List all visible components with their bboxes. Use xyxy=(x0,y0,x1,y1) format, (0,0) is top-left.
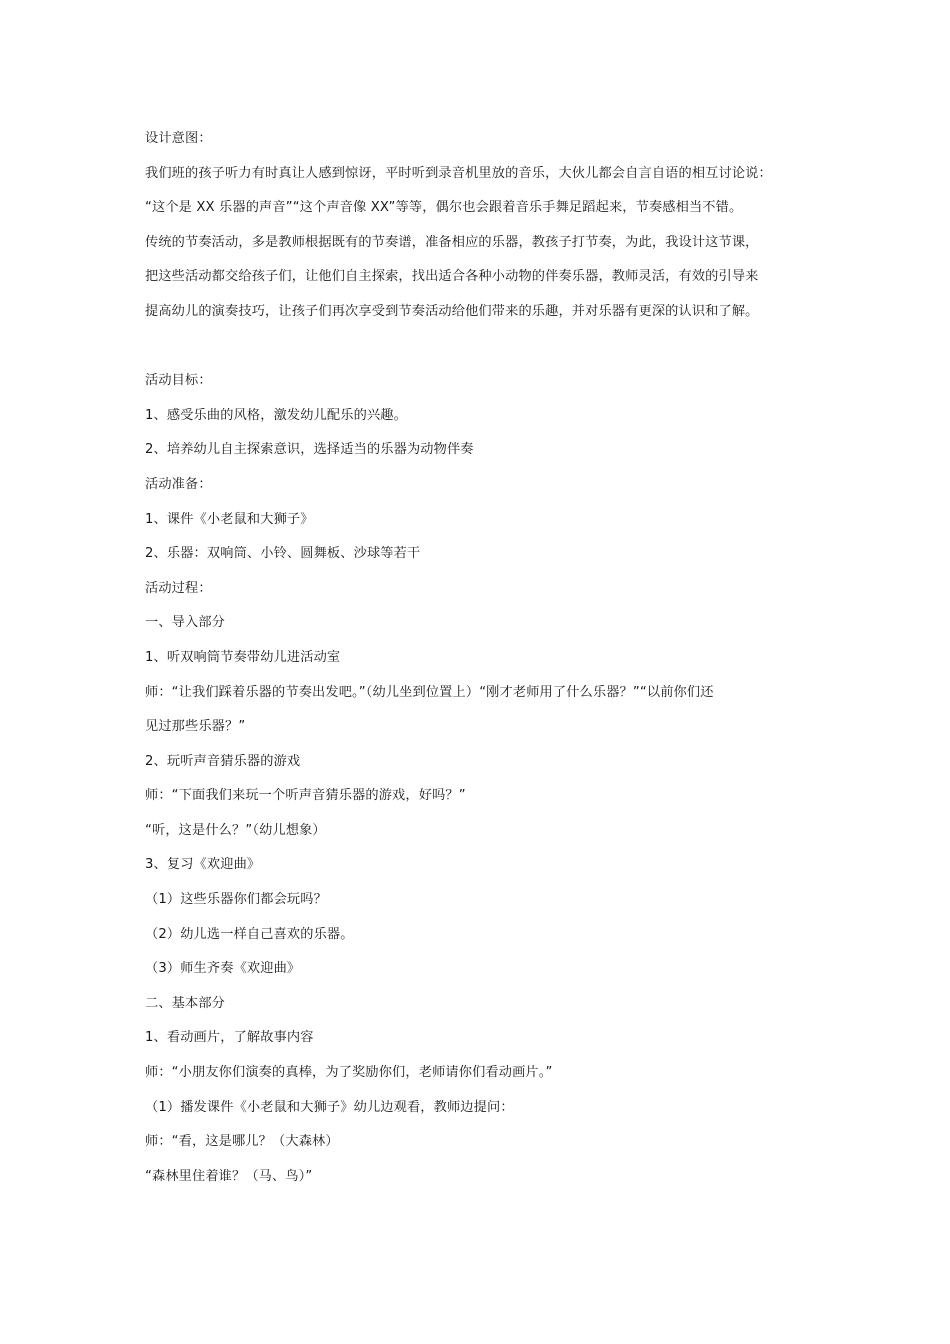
process-line: “森林里住着谁？（马、鸟）” xyxy=(145,1168,313,1184)
process-line: 师：“看，这是哪儿？（大森林） xyxy=(145,1134,339,1150)
process-line: （1）这些乐器你们都会玩吗？ xyxy=(145,892,327,908)
process-line: 2、玩听声音猜乐器的游戏 xyxy=(145,753,301,769)
process-line: “听，这是什么？”（幼儿想象） xyxy=(145,822,326,838)
process-line: 师：“让我们踩着乐器的节奏出发吧。”（幼儿坐到位置上）“刚才老师用了什么乐器？”“以前你们还 xyxy=(145,684,714,700)
design-intent-line: 我们班的孩子听力有时真让人感到惊讶，平时听到录音机里放的音乐，大伙儿都会自言自语的相互讨论说： xyxy=(145,165,772,181)
design-intent-line: 把这些活动都交给孩子们，让他们自主探索，找出适合各种小动物的伴奏乐器，教师灵活，有效的引导来 xyxy=(145,269,759,285)
process-line: 1、看动画片，了解故事内容 xyxy=(145,1030,314,1046)
process-line: 师：“下面我们来玩一个听声音猜乐器的游戏，好吗？” xyxy=(145,788,466,804)
process-line: （2）幼儿选一样自己喜欢的乐器。 xyxy=(145,926,354,942)
process-line: 3、复习《欢迎曲》 xyxy=(145,857,261,873)
goals-heading: 活动目标： xyxy=(145,373,212,389)
design-intent-heading: 设计意图： xyxy=(145,131,212,146)
process-heading: 活动过程： xyxy=(145,580,212,596)
goal-item: 1、感受乐曲的风格，激发幼儿配乐的兴趣。 xyxy=(145,407,407,423)
process-line: 1、听双响筒节奏带幼儿进活动室 xyxy=(145,649,341,665)
process-line: 见过那些乐器？” xyxy=(145,719,246,735)
process-line: 一、导入部分 xyxy=(145,615,226,631)
design-intent-line: 提高幼儿的演奏技巧，让孩子们再次享受到节奏活动给他们带来的乐趣，并对乐器有更深的认识和了解。 xyxy=(145,303,759,319)
process-line: （1）播发课件《小老鼠和大狮子》幼儿边观看，教师边提问： xyxy=(145,1099,514,1115)
process-line: （3）师生齐奏《欢迎曲》 xyxy=(145,961,301,977)
design-intent-line: “这个是 XX 乐器的声音”“这个声音像 XX”等等，偶尔也会跟着音乐手舞足蹈起来，节奏感相当不错。 xyxy=(145,200,743,216)
document-body xyxy=(145,122,815,1194)
preparation-item: 2、乐器：双响筒、小铃、圆舞板、沙球等若干 xyxy=(145,546,421,562)
goal-item: 2、培养幼儿自主探索意识，选择适当的乐器为动物伴奏 xyxy=(145,442,474,458)
process-line: 师：“小朋友你们演奏的真棒，为了奖励你们，老师请你们看动画片。” xyxy=(145,1065,553,1081)
preparation-heading: 活动准备： xyxy=(145,476,212,492)
process-line: 二、基本部分 xyxy=(145,995,226,1011)
blank-line xyxy=(145,330,815,365)
design-intent-line: 传统的节奏活动，多是教师根据既有的节奏谱，准备相应的乐器，教孩子打节奏，为此，我设计这节课， xyxy=(145,234,759,250)
preparation-item: 1、课件《小老鼠和大狮子》 xyxy=(145,511,314,527)
